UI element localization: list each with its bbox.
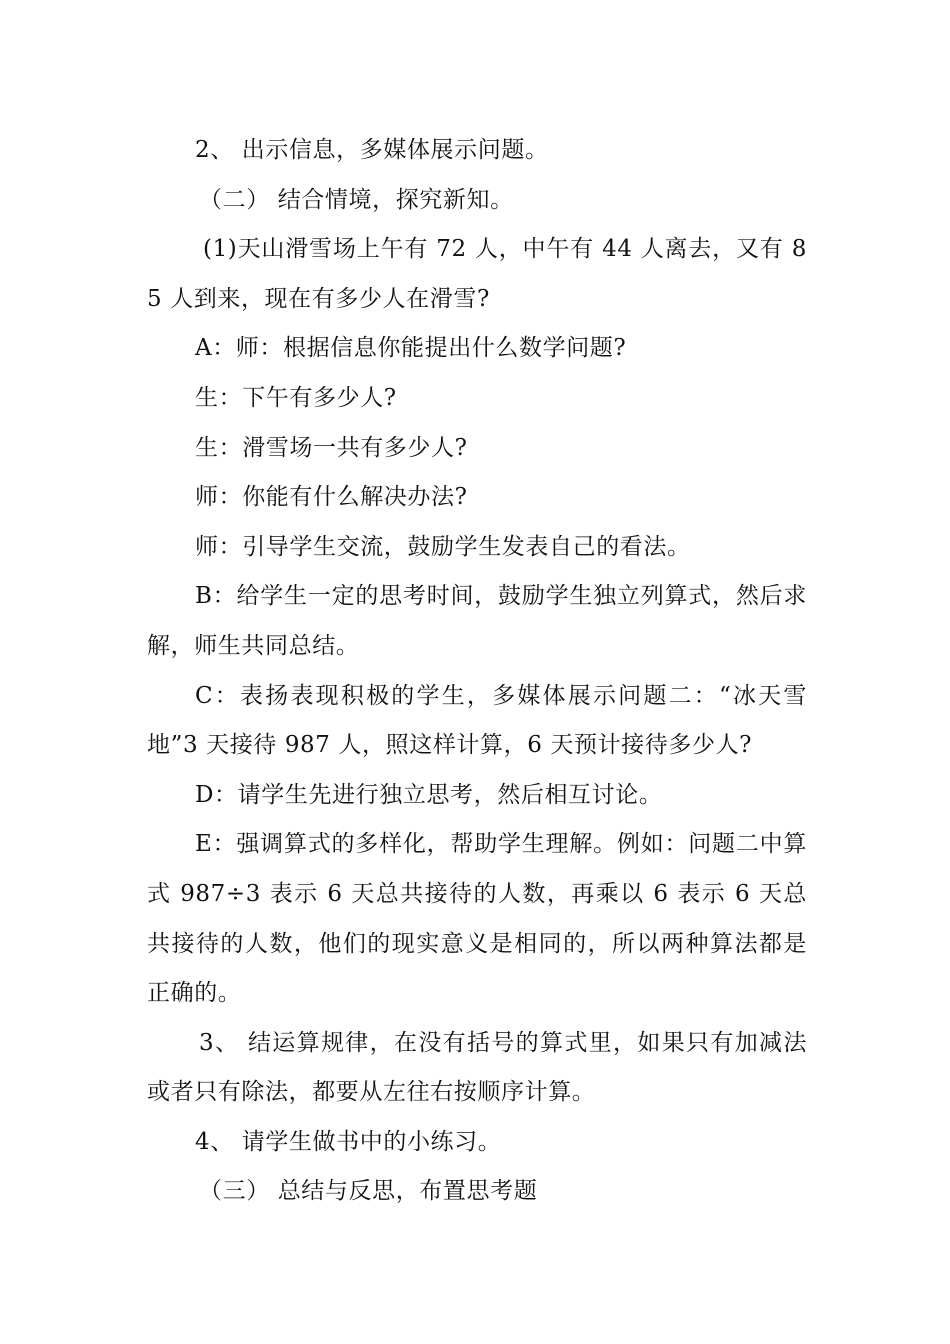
step-c-paragraph: C：表扬表现积极的学生，多媒体展示问题二：“冰天雪地”3 天接待 987 人，照这样计算，6 天预计接待多少人? [147,682,807,759]
step-4-paragraph: 4、 请学生做书中的小练习。 [195,1128,502,1155]
dialog-student-answer-2: 生：滑雪场一共有多少人? [195,434,468,461]
dialog-student-answer-1: 生：下午有多少人? [195,384,397,411]
dialog-teacher-guide: 师：引导学生交流，鼓励学生发表自己的看法。 [195,533,691,560]
document-body [147,126,807,1217]
dialog-teacher-prompt: 师：你能有什么解决办法? [195,484,468,511]
step-3-paragraph: 3、 结运算规律，在没有括号的算式里，如果只有加减法或者只有除法，都要从左往右按顺序计算。 [147,1029,807,1106]
step-2-paragraph: 2、 出示信息，多媒体展示问题。 [195,137,549,163]
section-3-heading: （三） 总结与反思，布置思考题 [199,1178,538,1205]
section-2-heading: （二） 结合情境，探究新知。 [199,186,514,213]
dialog-teacher-question: A：师：根据信息你能提出什么数学问题? [195,335,627,362]
problem-1-paragraph: (1)天山滑雪场上午有 72 人，中午有 44 人离去，又有 85 人到来，现在有多少人在滑雪? [147,236,807,312]
step-b-paragraph: B：给学生一定的思考时间，鼓励学生独立列算式，然后求解，师生共同总结。 [147,583,807,659]
step-e-paragraph: E：强调算式的多样化，帮助学生理解。例如：问题二中算式 987÷3 表示 6 天总共接待的人数，再乘以 6 表示 6 天总共接待的人数，他们的现实意义是相同的，所以两种算法都是正确的。 [147,831,807,1007]
step-d-paragraph: D：请学生先进行独立思考，然后相互讨论。 [195,781,663,808]
